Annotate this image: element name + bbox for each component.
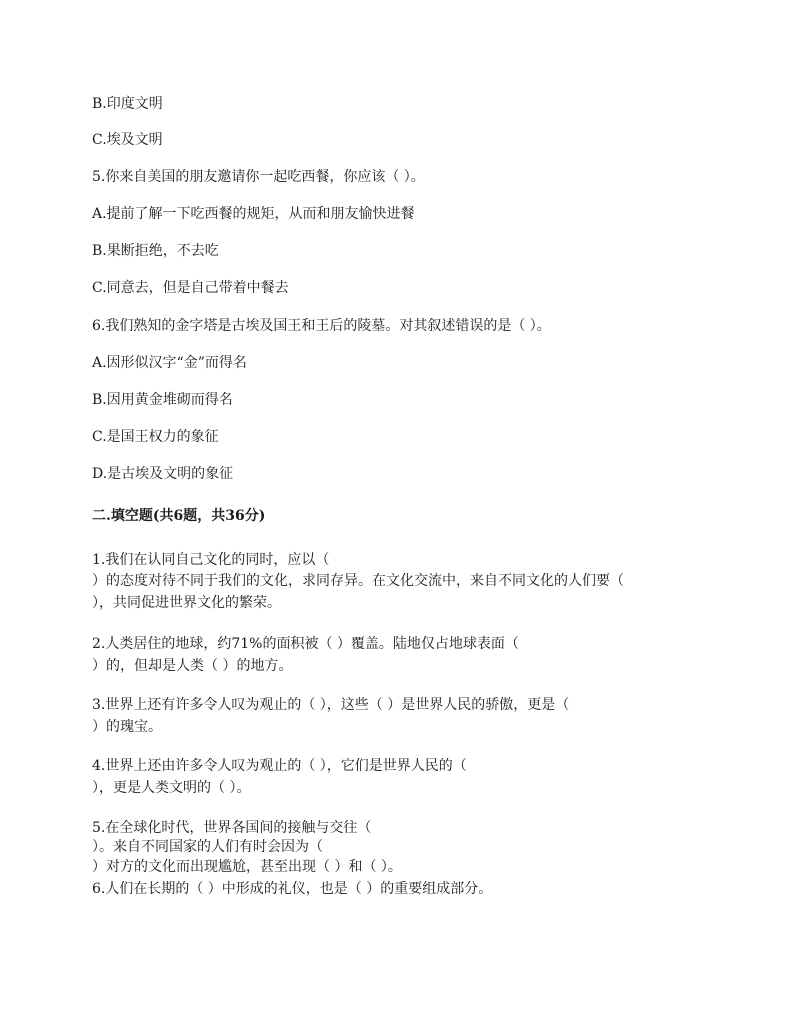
q6-stem: 6.我们熟知的金字塔是古埃及国王和王后的陵墓。对其叙述错误的是（ ）。 <box>92 318 551 334</box>
q5-option-b: B.果断拒绝，不去吃 <box>92 243 219 259</box>
fill-q1-line3: ），共同促进世界文化的繁荣。 <box>92 595 281 611</box>
q4-option-b: B.印度文明 <box>92 96 163 112</box>
fill-q3-line1: 3.世界上还有许多令人叹为观止的（ ），这些（ ）是世界人民的骄傲，更是（ <box>92 697 570 713</box>
q6-option-b: B.因用黄金堆砌而得名 <box>92 392 233 408</box>
fill-q6-line1: 6.人们在长期的（ ）中形成的礼仪，也是（ ）的重要组成部分。 <box>92 881 493 897</box>
fill-q4-line1: 4.世界上还由许多令人叹为观止的（ ），它们是世界人民的（ <box>92 758 467 774</box>
q4-option-c: C.埃及文明 <box>92 132 163 148</box>
q5-stem: 5.你来自美国的朋友邀请你一起吃西餐，你应该（ ）。 <box>92 169 425 185</box>
q6-option-c: C.是国王权力的象征 <box>92 429 219 445</box>
fill-q1-line2: ）的态度对待不同于我们的文化，求同存异。在文化交流中，来自不同文化的人们要（ <box>92 573 624 589</box>
fill-q5-line3: ）对方的文化而出现尴尬，甚至出现（ ）和（ ）。 <box>92 859 402 875</box>
q5-option-c: C.同意去，但是自己带着中餐去 <box>92 280 289 296</box>
section-heading: 二.填空题(共6题，共36分) <box>92 508 266 524</box>
fill-q3-line2: ）的瑰宝。 <box>92 719 162 735</box>
fill-q5-line2: ）。来自不同国家的人们有时会因为（ <box>92 839 323 855</box>
fill-q5-line1: 5.在全球化时代，世界各国间的接触与交往（ <box>92 820 372 836</box>
fill-q2-line2: ）的，但却是人类（ ）的地方。 <box>92 658 293 674</box>
fill-q1-line1: 1.我们在认同自己文化的同时，应以（ <box>92 552 330 568</box>
fill-q4-line2: ），更是人类文明的（ ）。 <box>92 780 251 796</box>
fill-q2-line1: 2.人类居住的地球，约71%的面积被（ ）覆盖。陆地仅占地球表面（ <box>92 636 519 652</box>
q5-option-a: A.提前了解一下吃西餐的规矩，从而和朋友愉快进餐 <box>92 206 415 222</box>
q6-option-d: D.是古埃及文明的象征 <box>92 466 234 482</box>
q6-option-a: A.因形似汉字“金”而得名 <box>92 355 247 371</box>
